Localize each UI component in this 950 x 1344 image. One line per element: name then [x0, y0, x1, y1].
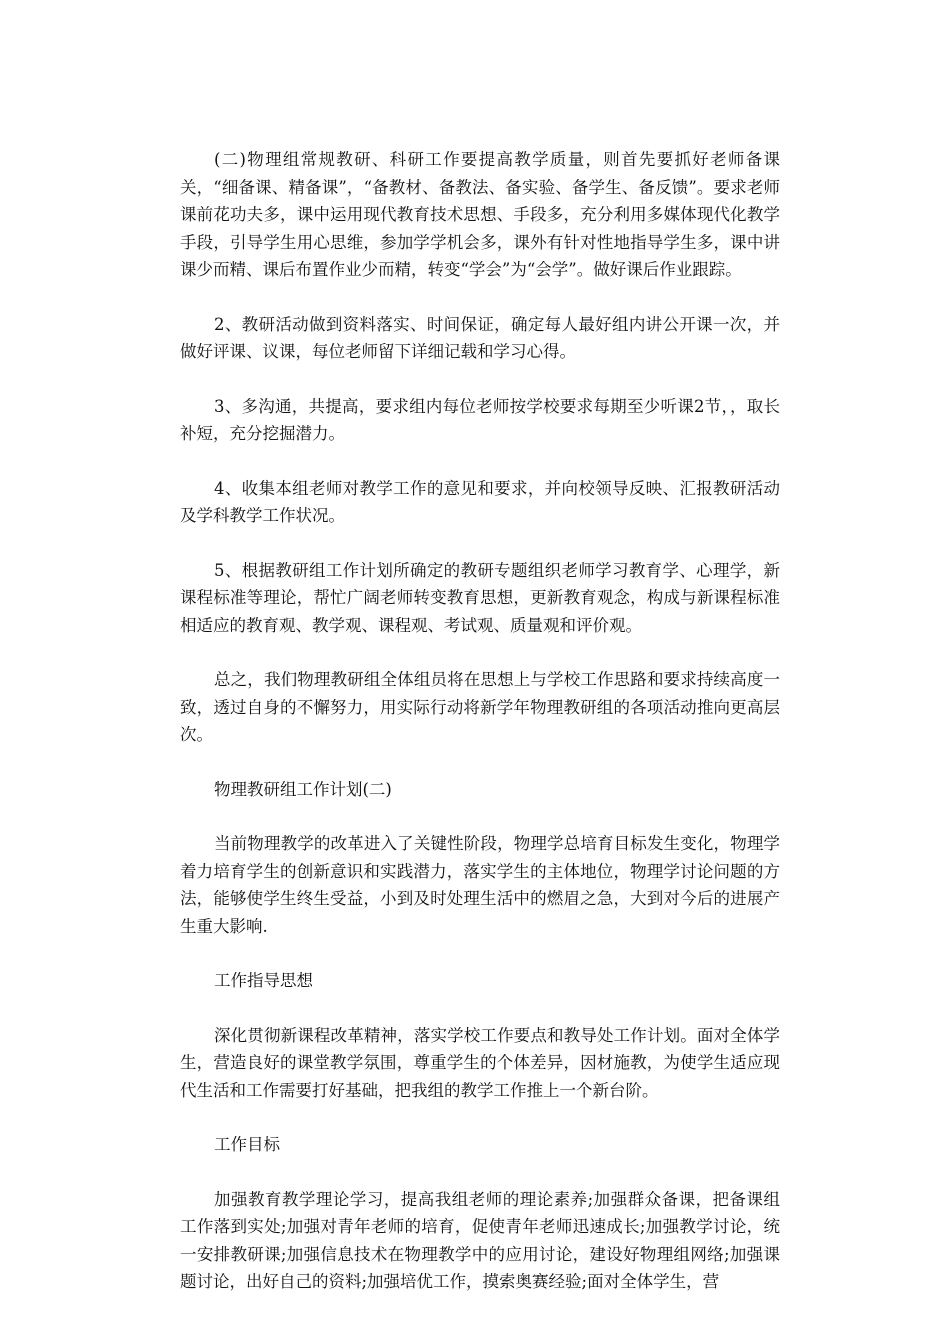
paragraph-item-3: 3、多沟通，共提高，要求组内每位老师按学校要求每期至少听课2节，，取长补短，充分挖掘潜力。 — [180, 396, 780, 443]
paragraph-routine-teaching-research: (二)物理组常规教研、科研工作要提高教学质量，则首先要抓好老师备课关，“细备课、精备课”，“备教材、备教法、备实验、备学生、备反馈”。要求老师课前花功夫多，课中运用现代教育技术思想、手段多，充分利用多媒体现代化教学手段，引导学生用心思维，参加学学机会多，课外有针对性地指导学生多，课中讲课少而精、课后布置作业少而精，转变“学会”为“会学”。做好课后作业跟踪。 — [180, 150, 780, 279]
paragraph-work-goals: 加强教育教学理论学习，提高我组老师的理论素养;加强群众备课，把备课组工作落到实处;加强对青年老师的培育，促使青年老师迅速成长;加强教学讨论，统一安排教研课;加强信息技术在物理教学中的应用讨论，建设好物理组网络;加强课题讨论，出好自己的资料;加强培优工作，摸索奥赛经验;面对全体学生，营 — [180, 1189, 780, 1291]
heading-guiding-thought: 工作指导思想 — [214, 971, 313, 990]
section-title-plan-two: 物理教研组工作计划(二) — [214, 779, 392, 799]
paragraph-item-4: 4、收集本组老师对教学工作的意见和要求，并向校领导反映、汇报教研活动及学科教学工作状况。 — [180, 478, 780, 525]
paragraph-item-2: 2、教研活动做到资料落实、时间保证，确定每人最好组内讲公开课一次，并做好评课、议课，每位老师留下详细记载和学习心得。 — [180, 314, 780, 361]
document-body — [180, 146, 780, 1323]
paragraph-summary: 总之，我们物理教研组全体组员将在思想上与学校工作思路和要求持续高度一致，透过自身的不懈努力，用实际行动将新学年物理教研组的各项活动推向更高层次。 — [180, 670, 780, 744]
paragraph-item-5: 5、根据教研组工作计划所确定的教研专题组织老师学习教育学、心理学，新课程标准等理论，帮忙广阔老师转变教育思想，更新教育观念，构成与新课程标准相适应的教育观、教学观、课程观、考试观、质量观和评价观。 — [180, 560, 780, 635]
paragraph-guiding-thought: 深化贯彻新课程改革精神，落实学校工作要点和教导处工作计划。面对全体学生，营造良好的课堂教学氛围，尊重学生的个体差异，因材施教，为使学生适应现代生活和工作需要打好基础，把我组的教学工作推上一个新台阶。 — [180, 1025, 780, 1100]
paragraph-introduction: 当前物理教学的改革进入了关键性阶段，物理学总培育目标发生变化，物理学着力培育学生的创新意识和实践潜力，落实学生的主体地位，物理学讨论问题的方法，能够使学生终生受益，小到及时处理生活中的燃眉之急，大到对今后的进展产生重大影响. — [180, 834, 780, 936]
heading-work-goals: 工作目标 — [214, 1135, 280, 1154]
